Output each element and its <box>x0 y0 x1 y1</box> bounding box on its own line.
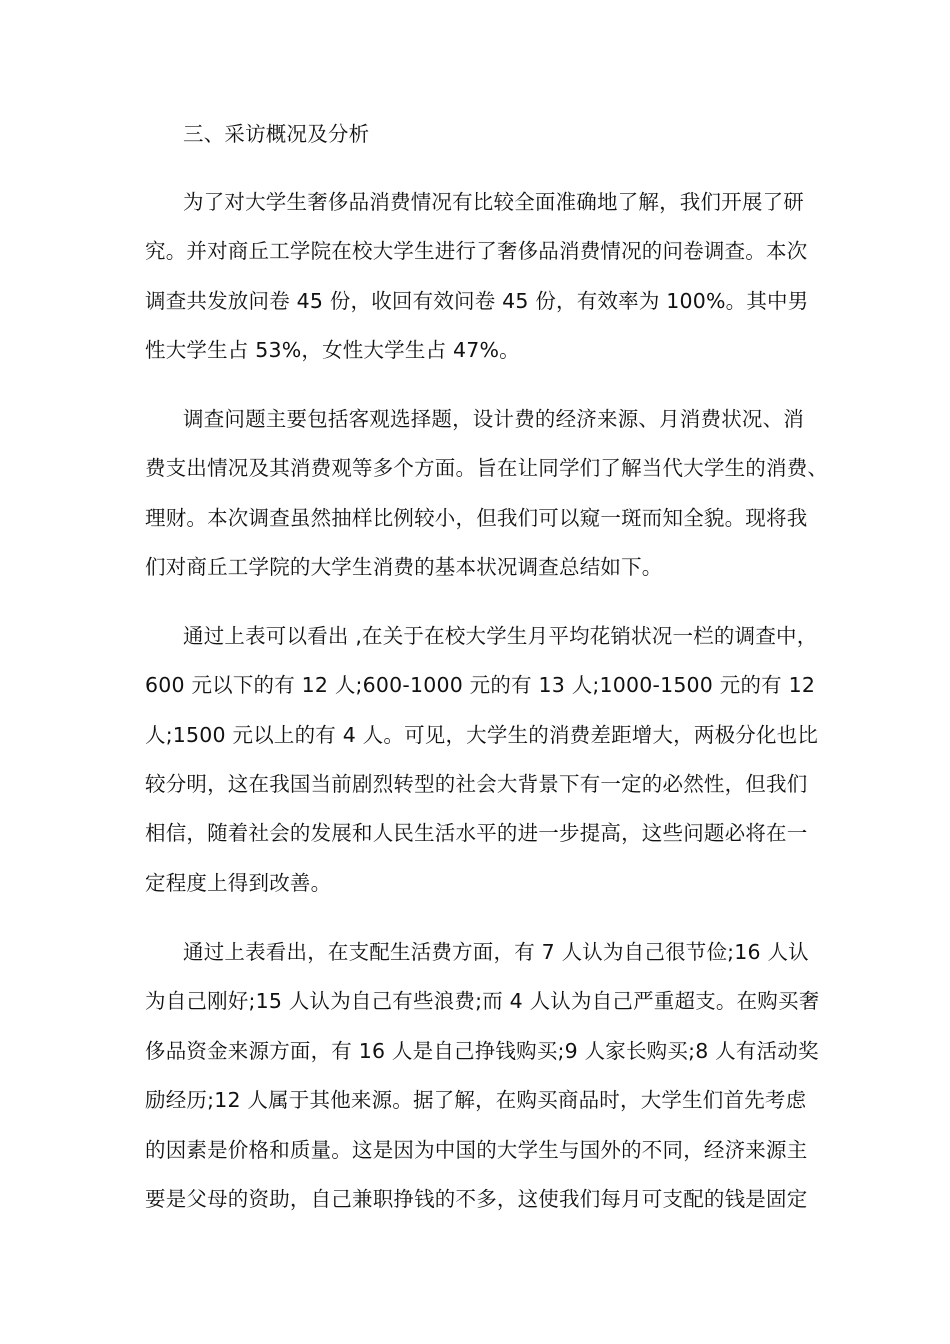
paragraph-4-line-5: 的因素是价格和质量。这是因为中国的大学生与国外的不同，经济来源主 <box>145 1138 808 1162</box>
paragraph-3-line-5: 相信，随着社会的发展和人民生活水平的进一步提高，这些问题必将在一 <box>145 821 808 845</box>
paragraph-4-line-1: 通过上表看出，在支配生活费方面，有 7 人认为自己很节俭;16 人认 <box>183 940 809 964</box>
paragraph-3-line-4: 较分明，这在我国当前剧烈转型的社会大背景下有一定的必然性，但我们 <box>145 772 808 796</box>
paragraph-4-line-2: 为自己刚好;15 人认为自己有些浪费;而 4 人认为自己严重超支。在购买奢 <box>145 989 820 1013</box>
paragraph-4-line-4: 励经历;12 人属于其他来源。据了解，在购买商品时，大学生们首先考虑 <box>145 1088 807 1112</box>
paragraph-1-line-4: 性大学生占 53%，女性大学生占 47%。 <box>145 338 520 362</box>
paragraph-2-line-1: 调查问题主要包括客观选择题，设计费的经济来源、月消费状况、消 <box>183 407 804 431</box>
paragraph-2-line-4: 们对商丘工学院的大学生消费的基本状况调查总结如下。 <box>145 555 663 579</box>
paragraph-1-line-3: 调查共发放问卷 45 份，收回有效问卷 45 份，有效率为 100%。其中男 <box>145 289 809 313</box>
paragraph-2-line-3: 理财。本次调查虽然抽样比例较小，但我们可以窥一斑而知全貌。现将我 <box>145 506 808 530</box>
paragraph-3-line-6: 定程度上得到改善。 <box>145 871 332 895</box>
paragraph-2-line-2: 费支出情况及其消费观等多个方面。旨在让同学们了解当代大学生的消费、 <box>145 456 829 480</box>
section-heading: 三、采访概况及分析 <box>183 122 370 146</box>
paragraph-4-line-3: 侈品资金来源方面，有 16 人是自己挣钱购买;9 人家长购买;8 人有活动奖 <box>145 1039 819 1063</box>
paragraph-1-line-1: 为了对大学生奢侈品消费情况有比较全面准确地了解，我们开展了研 <box>183 190 804 214</box>
paragraph-3-line-3: 人;1500 元以上的有 4 人。可见，大学生的消费差距增大，两极分化也比 <box>145 723 819 747</box>
paragraph-3-line-2: 600 元以下的有 12 人;600-1000 元的有 13 人;1000-1500 元的有 12 <box>145 673 816 697</box>
paragraph-4-line-6: 要是父母的资助，自己兼职挣钱的不多，这使我们每月可支配的钱是固定 <box>145 1187 808 1211</box>
paragraph-3-line-1: 通过上表可以看出 ,在关于在校大学生月平均花销状况一栏的调查中， <box>183 624 818 648</box>
paragraph-1-line-2: 究。并对商丘工学院在校大学生进行了奢侈品消费情况的问卷调查。本次 <box>145 239 808 263</box>
